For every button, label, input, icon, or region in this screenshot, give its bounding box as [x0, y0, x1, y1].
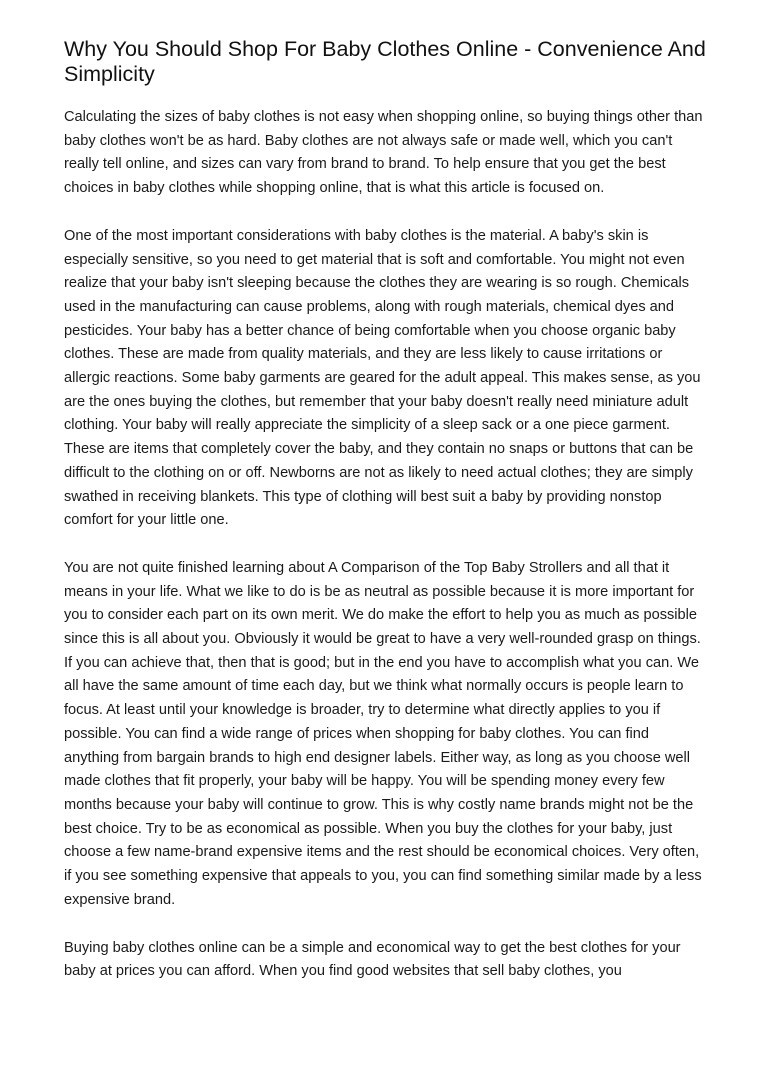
page-title: Why You Should Shop For Baby Clothes Online - Convenience And Simplicity	[64, 37, 706, 86]
paragraph-2: One of the most important considerations with baby clothes is the material. A baby's skin is especially sensitive, so you need to get material that is soft and comfortable. You might not even realize that your baby isn't sleeping because the clothes they are wearing is so rough. Chemicals used in the manufacturing can cause problems, along with rough materials, chemical dyes and pesticides. Your baby has a better chance of being comfortable when you choose organic baby clothes. These are made from quality materials, and they are less likely to cause irritations or allergic reactions. Some baby garments are geared for the adult appeal. This makes sense, as you are the ones buying the clothes, but remember that your baby doesn't really need miniature adult clothing. Your baby will really appreciate the simplicity of a sleep sack or a one piece garment. These are items that completely cover the baby, and they contain no snaps or buttons that can be difficult to the clothing on or off. Newborns are not as likely to need actual clothes; they are simply swathed in receiving blankets. This type of clothing will best suit a baby by providing nonstop comfort for your little one.	[64, 227, 701, 529]
paragraph-1: Calculating the sizes of baby clothes is not easy when shopping online, so buying things other than baby clothes won't be as hard. Baby clothes are not always safe or made well, which you can't really tell online, and sizes can vary from brand to brand. To help ensure that you get the best choices in baby clothes while shopping online, that is what this article is focused on.	[64, 109, 703, 197]
paragraph-3: You are not quite finished learning about A Comparison of the Top Baby Strollers and all that it means in your life. What we like to do is be as neutral as possible because it is more important for you to consider each part on its own merit. We do make the effort to help you as much as possible since this is all about you. Obviously it would be great to have a very well-rounded grasp on things. If you can achieve that, then that is good; but in the end you have to accomplish what you can. We all have the same amount of time each day, but we think what normally occurs is people learn to focus. At least until your knowledge is broader, try to determine what directly applies to you if possible. You can find a wide range of prices when shopping for baby clothes. You can find anything from bargain brands to high end designer labels. Either way, as long as you choose well made clothes that fit properly, your baby will be happy. You will be spending money every few months because your baby will continue to grow. This is why costly name brands might not be the best choice. Try to be as economical as possible. When you buy the clothes for your baby, just choose a few name-brand expensive items and the rest should be economical choices. Very often, if you see something expensive that appeals to you, you can find something similar made by a less expensive brand.	[64, 559, 702, 908]
article-body	[64, 106, 706, 1008]
paragraph-4: Buying baby clothes online can be a simple and economical way to get the best clothes for your baby at prices you can afford. When you find good websites that sell baby clothes, you	[64, 939, 681, 980]
